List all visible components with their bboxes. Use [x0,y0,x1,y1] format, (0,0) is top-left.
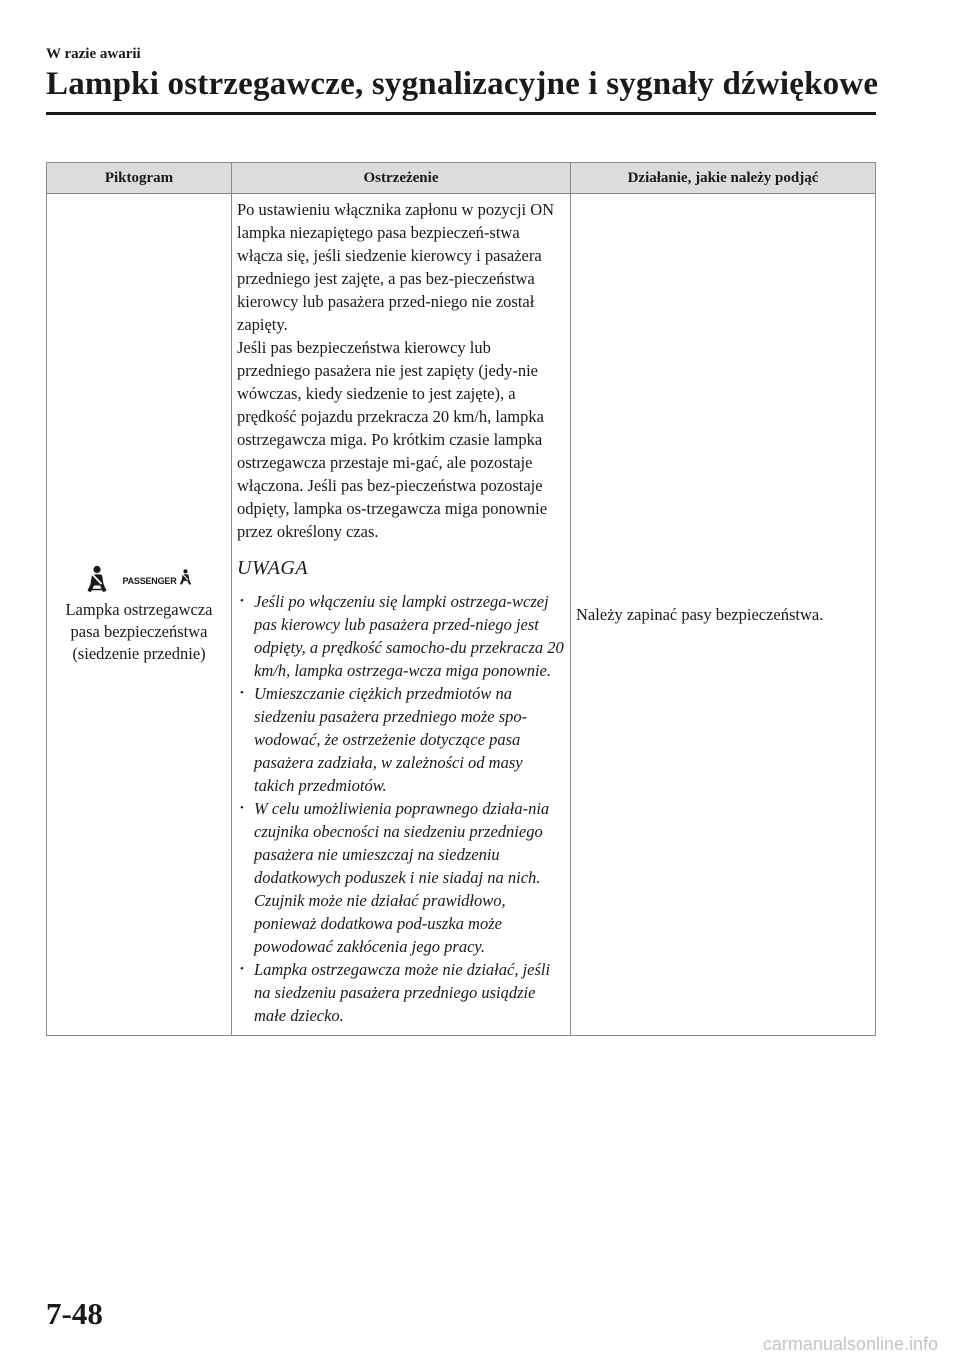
warning-cell [232,194,571,1036]
note-heading: UWAGA [237,557,309,579]
note-item: • Lampka ostrzegawcza może nie działać, jeśli na siedzeniu pasażera przedniego usiądzie małe dziecko. [237,958,566,1027]
column-header-pictogram: Piktogram [47,163,232,194]
table-header-row [47,163,876,194]
warning-paragraph-1: Po ustawieniu włącznika zapłonu w pozycji ON lampka niezapiętego pasa bezpieczeń-stwa włącza się, jeśli siedzenie kierowcy i pasażera przedniego jest zajęte, a pas bez-pieczeństwa kierowcy lub pasażera przed-niego nie został zapięty. [237,200,555,334]
note-list [237,590,566,1027]
pictogram-icons [51,565,227,593]
pictogram-label-line-1: Lampka ostrzegawcza [65,599,213,619]
note-item: • Jeśli po włączeniu się lampki ostrzega-wczej pas kierowcy lub pasażera przed-niego jest odpięty, a prędkość samocho-du przekracza 20 km/h, lampka ostrzega-wcza miga ponownie. [237,590,566,682]
warning-paragraph-2: Jeśli pas bezpieczeństwa kierowcy lub przedniego pasażera nie jest zapięty (jedy-nie wówczas, kiedy siedzenie to jest zajęte), a prędkość pojazdu przekracza 20 km/h, lampka ostrzegawcza miga. Po krótkim czasie lampka ostrzegawcza przestaje mi-gać, ale pozostaje włączona. Jeśli pas bez-pieczeństwa pozostaje odpięty, lampka os-trzegawcza miga ponownie przez określony czas. [237,338,548,541]
section-title: W razie awarii [46,46,141,62]
column-header-warning: Ostrzeżenie [232,163,571,194]
passenger-seatbelt-warning-icon [179,568,192,586]
action-cell: Należy zapinać pasy bezpieczeństwa. [571,194,876,1036]
table-row [47,194,876,1036]
watermark: carmanualsonline.info [762,1334,938,1354]
pictogram-label-line-3: (siedzenie przednie) [72,643,206,663]
column-header-action: Działanie, jakie należy podjąć [571,163,876,194]
note-item: • W celu umożliwienia poprawnego działa-nia czujnika obecności na siedzeniu przedniego pasażera nie umieszczaj na siedzeniu dodatkowych poduszek i nie siadaj na nich. Czujnik może nie działać prawidłowo, ponieważ dodatkowa pod-uszka może powodować zakłócenia jego pracy. [237,797,566,958]
pictogram-label-line-2: pasa bezpieczeństwa [70,621,208,641]
title-divider [46,112,876,115]
page-title: Lampki ostrzegawcze, sygnalizacyjne i sygnały dźwiękowe [46,66,879,102]
warning-lights-table [46,162,876,1036]
page-number: 7-48 [46,1296,103,1331]
pictogram-cell [47,194,232,1036]
passenger-seatbelt-indicator [122,568,191,593]
seatbelt-warning-icon [86,565,108,593]
note-item: • Umieszczanie ciężkich przedmiotów na siedzeniu pasażera przedniego może spo-wodować, że ostrzeżenie dotyczące pasa pasażera zadziała, w zależności od masy takich przedmiotów. [237,682,566,797]
passenger-label: PASSENGER [122,575,177,586]
